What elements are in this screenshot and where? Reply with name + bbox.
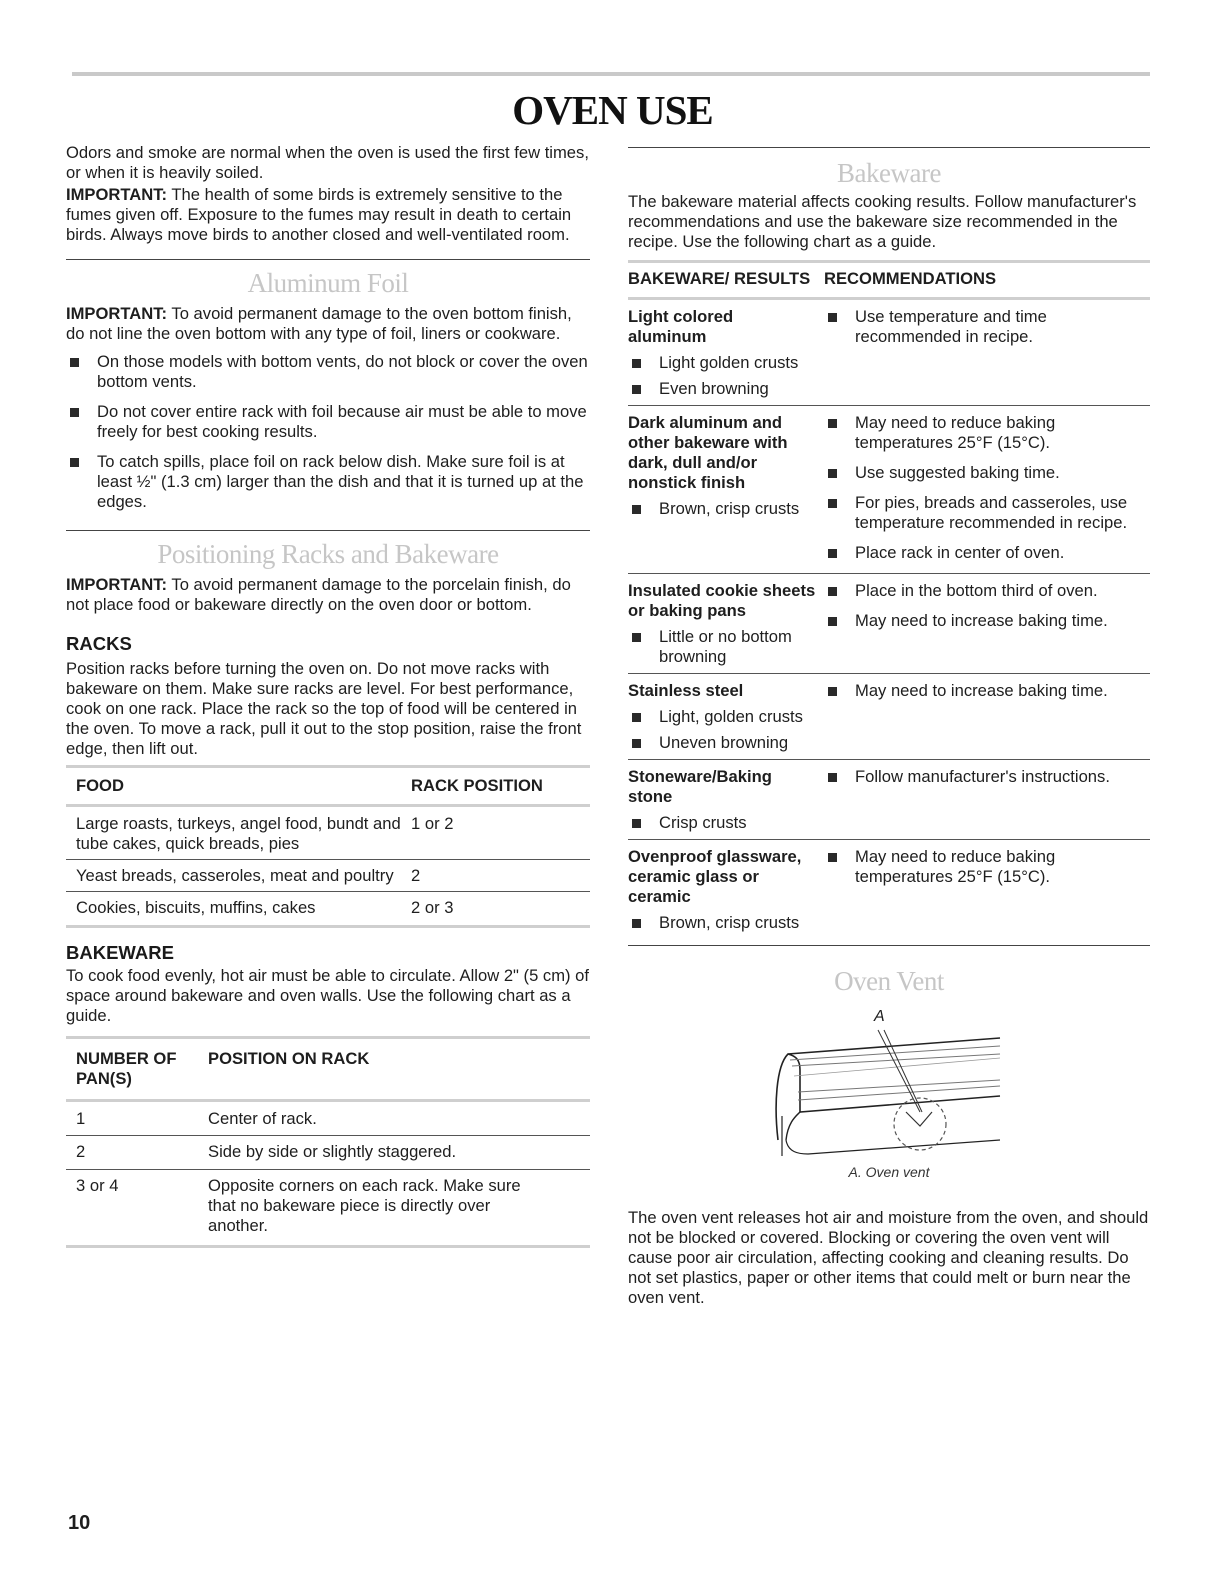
recommendation-item (824, 463, 1150, 483)
recommendation-text: For pies, breads and casseroles, use temperature recommended in recipe. (855, 493, 1128, 532)
recommendation-item (824, 681, 1150, 701)
table-cell: 1 (76, 1109, 86, 1128)
bullet-icon (828, 313, 837, 322)
bakeware-type-cell (628, 674, 824, 760)
bullet-icon (632, 713, 641, 722)
result-text: Uneven browning (659, 733, 789, 752)
important-label: IMPORTANT: (66, 304, 168, 323)
column-header: RACK POSITION (411, 776, 543, 795)
result-text: Little or no bottom browning (659, 627, 792, 666)
bullet-icon (70, 408, 79, 417)
positioning-important (66, 575, 590, 615)
result-text: Light, golden crusts (659, 707, 803, 726)
column-header: NUMBER OF PAN(S) (76, 1049, 177, 1088)
recommendation-text: Place in the bottom third of oven. (855, 581, 1098, 600)
bakeware-table (628, 260, 1150, 939)
bakeware-type-name: Stoneware/Baking stone (628, 767, 772, 806)
intro-paragraph: Odors and smoke are normal when the oven is used the first few times, or when it is heavily soiled. (66, 143, 589, 182)
recommendation-cell (824, 574, 1150, 674)
bullet-icon (828, 687, 837, 696)
racks-table (66, 765, 590, 928)
bullet-icon (828, 499, 837, 508)
bakeware-type-name: Ovenproof glassware, ceramic glass or ceramic (628, 847, 802, 906)
bullet-icon (632, 633, 641, 642)
table-row (66, 1170, 590, 1247)
recommendation-text: Use suggested baking time. (855, 463, 1060, 482)
positioning-important-text: To avoid permanent damage to the porcelain finish, do not place food or bakeware directly on the oven door or bottom. (66, 575, 571, 614)
racks-paragraph: Position racks before turning the oven on. Do not move racks with bakeware on them. Make sure racks are level. For best performance, cook on one rack. Place the rack so the top of food will be centered in the oven. To move a rack, pull it out to the stop position, raise the front edge, then lift out. (66, 659, 582, 758)
recommendation-text: Place rack in center of oven. (855, 543, 1065, 562)
bullet-icon (632, 919, 641, 928)
oven-vent-title: Oven Vent (834, 966, 944, 996)
bullet-icon (828, 549, 837, 558)
aluminum-foil-important-text: To avoid permanent damage to the oven bottom finish, do not line the oven bottom with any type of foil, liners or cookware. (66, 304, 572, 343)
recommendation-item (824, 543, 1150, 563)
bullet-icon (828, 587, 837, 596)
bakeware-rows (628, 299, 1150, 940)
oven-vent-figure (628, 1000, 1150, 1186)
result-text: Even browning (659, 379, 769, 398)
result-item (628, 379, 816, 399)
recommendation-text: Use temperature and time recommended in recipe. (855, 307, 1047, 346)
bakeware-type-name: Dark aluminum and other bakeware with dark, dull and/or nonstick finish (628, 413, 788, 492)
recommendation-text: May need to increase baking time. (855, 611, 1108, 630)
oven-vent-illustration (628, 1026, 1150, 1186)
bakeware-paragraph: To cook food evenly, hot air must be able to circulate. Allow 2" (5 cm) of space around bakeware and oven walls. Use the following chart as a guide. (66, 966, 590, 1025)
bullet-icon (70, 458, 79, 467)
table-end-rule (66, 927, 590, 929)
bullet-icon (828, 469, 837, 478)
recommendation-item (824, 493, 1150, 533)
bullet-icon (632, 385, 641, 394)
table-row (66, 806, 590, 860)
figure-callout-label: A (874, 1008, 885, 1025)
bakeware-type-cell (628, 840, 824, 940)
table-cell: 3 or 4 (76, 1176, 119, 1195)
bakeware-type-name: Light colored aluminum (628, 307, 734, 346)
recommendation-item (824, 581, 1150, 601)
result-item (628, 913, 816, 933)
table-cell: Opposite corners on each rack. Make sure that no bakeware piece is directly over another. (208, 1176, 521, 1235)
section-divider (66, 259, 590, 260)
bullet-icon (828, 617, 837, 626)
list-item (66, 452, 590, 512)
table-end-rule (66, 1247, 590, 1249)
column-header: POSITION ON RACK (208, 1049, 370, 1068)
pans-table (66, 1036, 590, 1248)
bakeware-type-cell (628, 299, 824, 406)
recommendation-item (824, 767, 1150, 787)
table-cell: 2 or 3 (411, 898, 454, 917)
table-row (66, 860, 590, 892)
column-header: RECOMMENDATIONS (824, 269, 997, 288)
table-cell: 2 (76, 1142, 86, 1161)
table-row (66, 1136, 590, 1170)
bullet-text: Do not cover entire rack with foil because air must be able to move freely for best cooking results. (97, 402, 587, 441)
result-item (628, 733, 816, 753)
table-row (66, 1101, 590, 1136)
intro-important-paragraph (66, 185, 590, 245)
result-text: Light golden crusts (659, 353, 799, 372)
table-row (628, 674, 1150, 760)
table-header-row (66, 1038, 590, 1101)
bullet-text: On those models with bottom vents, do not block or cover the oven bottom vents. (97, 352, 588, 391)
important-label: IMPORTANT: (66, 575, 168, 594)
table-row (628, 574, 1150, 674)
recommendation-cell (824, 760, 1150, 840)
left-column (66, 143, 590, 1248)
section-divider (66, 530, 590, 531)
recommendation-text: May need to reduce baking temperatures 25°F (15°C). (855, 413, 1056, 452)
page-title: OVEN USE (512, 87, 713, 133)
oven-vent-paragraph: The oven vent releases hot air and moisture from the oven, and should not be blocked or covered. Blocking or covering the oven vent will cause poor air circulation, affecting cooking and cleaning results. Do not set plastics, paper or other items that could melt or burn near the oven vent. (628, 1208, 1149, 1307)
result-item (628, 707, 816, 727)
bullet-icon (828, 419, 837, 428)
table-header-row (66, 767, 590, 806)
table-row (628, 760, 1150, 840)
result-item (628, 499, 816, 519)
bakeware-type-cell (628, 760, 824, 840)
list-item (66, 402, 590, 442)
table-cell: Side by side or slightly staggered. (208, 1142, 457, 1161)
bullet-icon (632, 359, 641, 368)
result-item (628, 813, 816, 833)
bakeware-heading: BAKEWARE (66, 942, 174, 963)
recommendation-cell (824, 406, 1150, 574)
page-number: 10 (68, 1512, 91, 1534)
recommendation-item (824, 307, 1150, 347)
positioning-title: Positioning Racks and Bakeware (157, 539, 499, 569)
result-text: Brown, crisp crusts (659, 913, 800, 932)
bakeware-title: Bakeware (837, 158, 941, 188)
important-label: IMPORTANT: (66, 185, 168, 204)
table-cell: Large roasts, turkeys, angel food, bundt and tube cakes, quick breads, pies (76, 814, 401, 853)
bullet-icon (632, 505, 641, 514)
result-item (628, 353, 816, 373)
right-column (628, 143, 1150, 1308)
bullet-icon (632, 739, 641, 748)
aluminum-foil-bullets (66, 352, 590, 512)
top-page-rule (72, 72, 1150, 76)
recommendation-cell (824, 674, 1150, 760)
recommendation-text: May need to increase baking time. (855, 681, 1108, 700)
racks-heading: RACKS (66, 633, 132, 654)
table-row (628, 840, 1150, 940)
bullet-text: To catch spills, place foil on rack below dish. Make sure foil is at least ½" (1.3 cm) larger than the dish and that it is turned up at the edges. (97, 452, 584, 511)
bakeware-type-name: Insulated cookie sheets or baking pans (628, 581, 816, 620)
column-header: BAKEWARE/ RESULTS (628, 269, 811, 288)
bullet-icon (70, 358, 79, 367)
bakeware-type-name: Stainless steel (628, 681, 744, 700)
recommendation-cell (824, 299, 1150, 406)
bullet-icon (828, 773, 837, 782)
aluminum-foil-title: Aluminum Foil (247, 268, 409, 298)
recommendation-text: Follow manufacturer's instructions. (855, 767, 1110, 786)
bakeware-intro: The bakeware material affects cooking results. Follow manufacturer's recommendations and use the bakeware size recommended in the recipe. Use the following chart as a guide. (628, 192, 1137, 251)
result-item (628, 627, 816, 667)
recommendation-item (824, 611, 1150, 631)
column-header: FOOD (76, 776, 124, 795)
table-cell: Cookies, biscuits, muffins, cakes (76, 898, 316, 917)
result-text: Brown, crisp crusts (659, 499, 800, 518)
table-header-row (628, 262, 1150, 299)
aluminum-foil-important (66, 304, 590, 344)
result-text: Crisp crusts (659, 813, 747, 832)
section-divider (628, 945, 1150, 946)
bakeware-type-cell (628, 574, 824, 674)
figure-caption: A. Oven vent (848, 1164, 930, 1180)
recommendation-text: May need to reduce baking temperatures 25°F (15°C). (855, 847, 1056, 886)
recommendation-item (824, 413, 1150, 453)
intro-important-text: The health of some birds is extremely sensitive to the fumes given off. Exposure to the fumes may result in death to certain birds. Always move birds to another closed and well-ventilated room. (66, 185, 572, 244)
bakeware-type-cell (628, 406, 824, 574)
list-item (66, 352, 590, 392)
table-cell: 1 or 2 (411, 814, 454, 833)
bullet-icon (828, 853, 837, 862)
table-row (628, 406, 1150, 574)
bullet-icon (632, 819, 641, 828)
recommendation-item (824, 847, 1150, 887)
table-cell: Center of rack. (208, 1109, 317, 1128)
section-divider (628, 147, 1150, 148)
table-row (628, 299, 1150, 406)
table-cell: Yeast breads, casseroles, meat and poultry (76, 866, 394, 885)
table-row (66, 892, 590, 927)
table-cell: 2 (411, 866, 421, 885)
recommendation-cell (824, 840, 1150, 940)
